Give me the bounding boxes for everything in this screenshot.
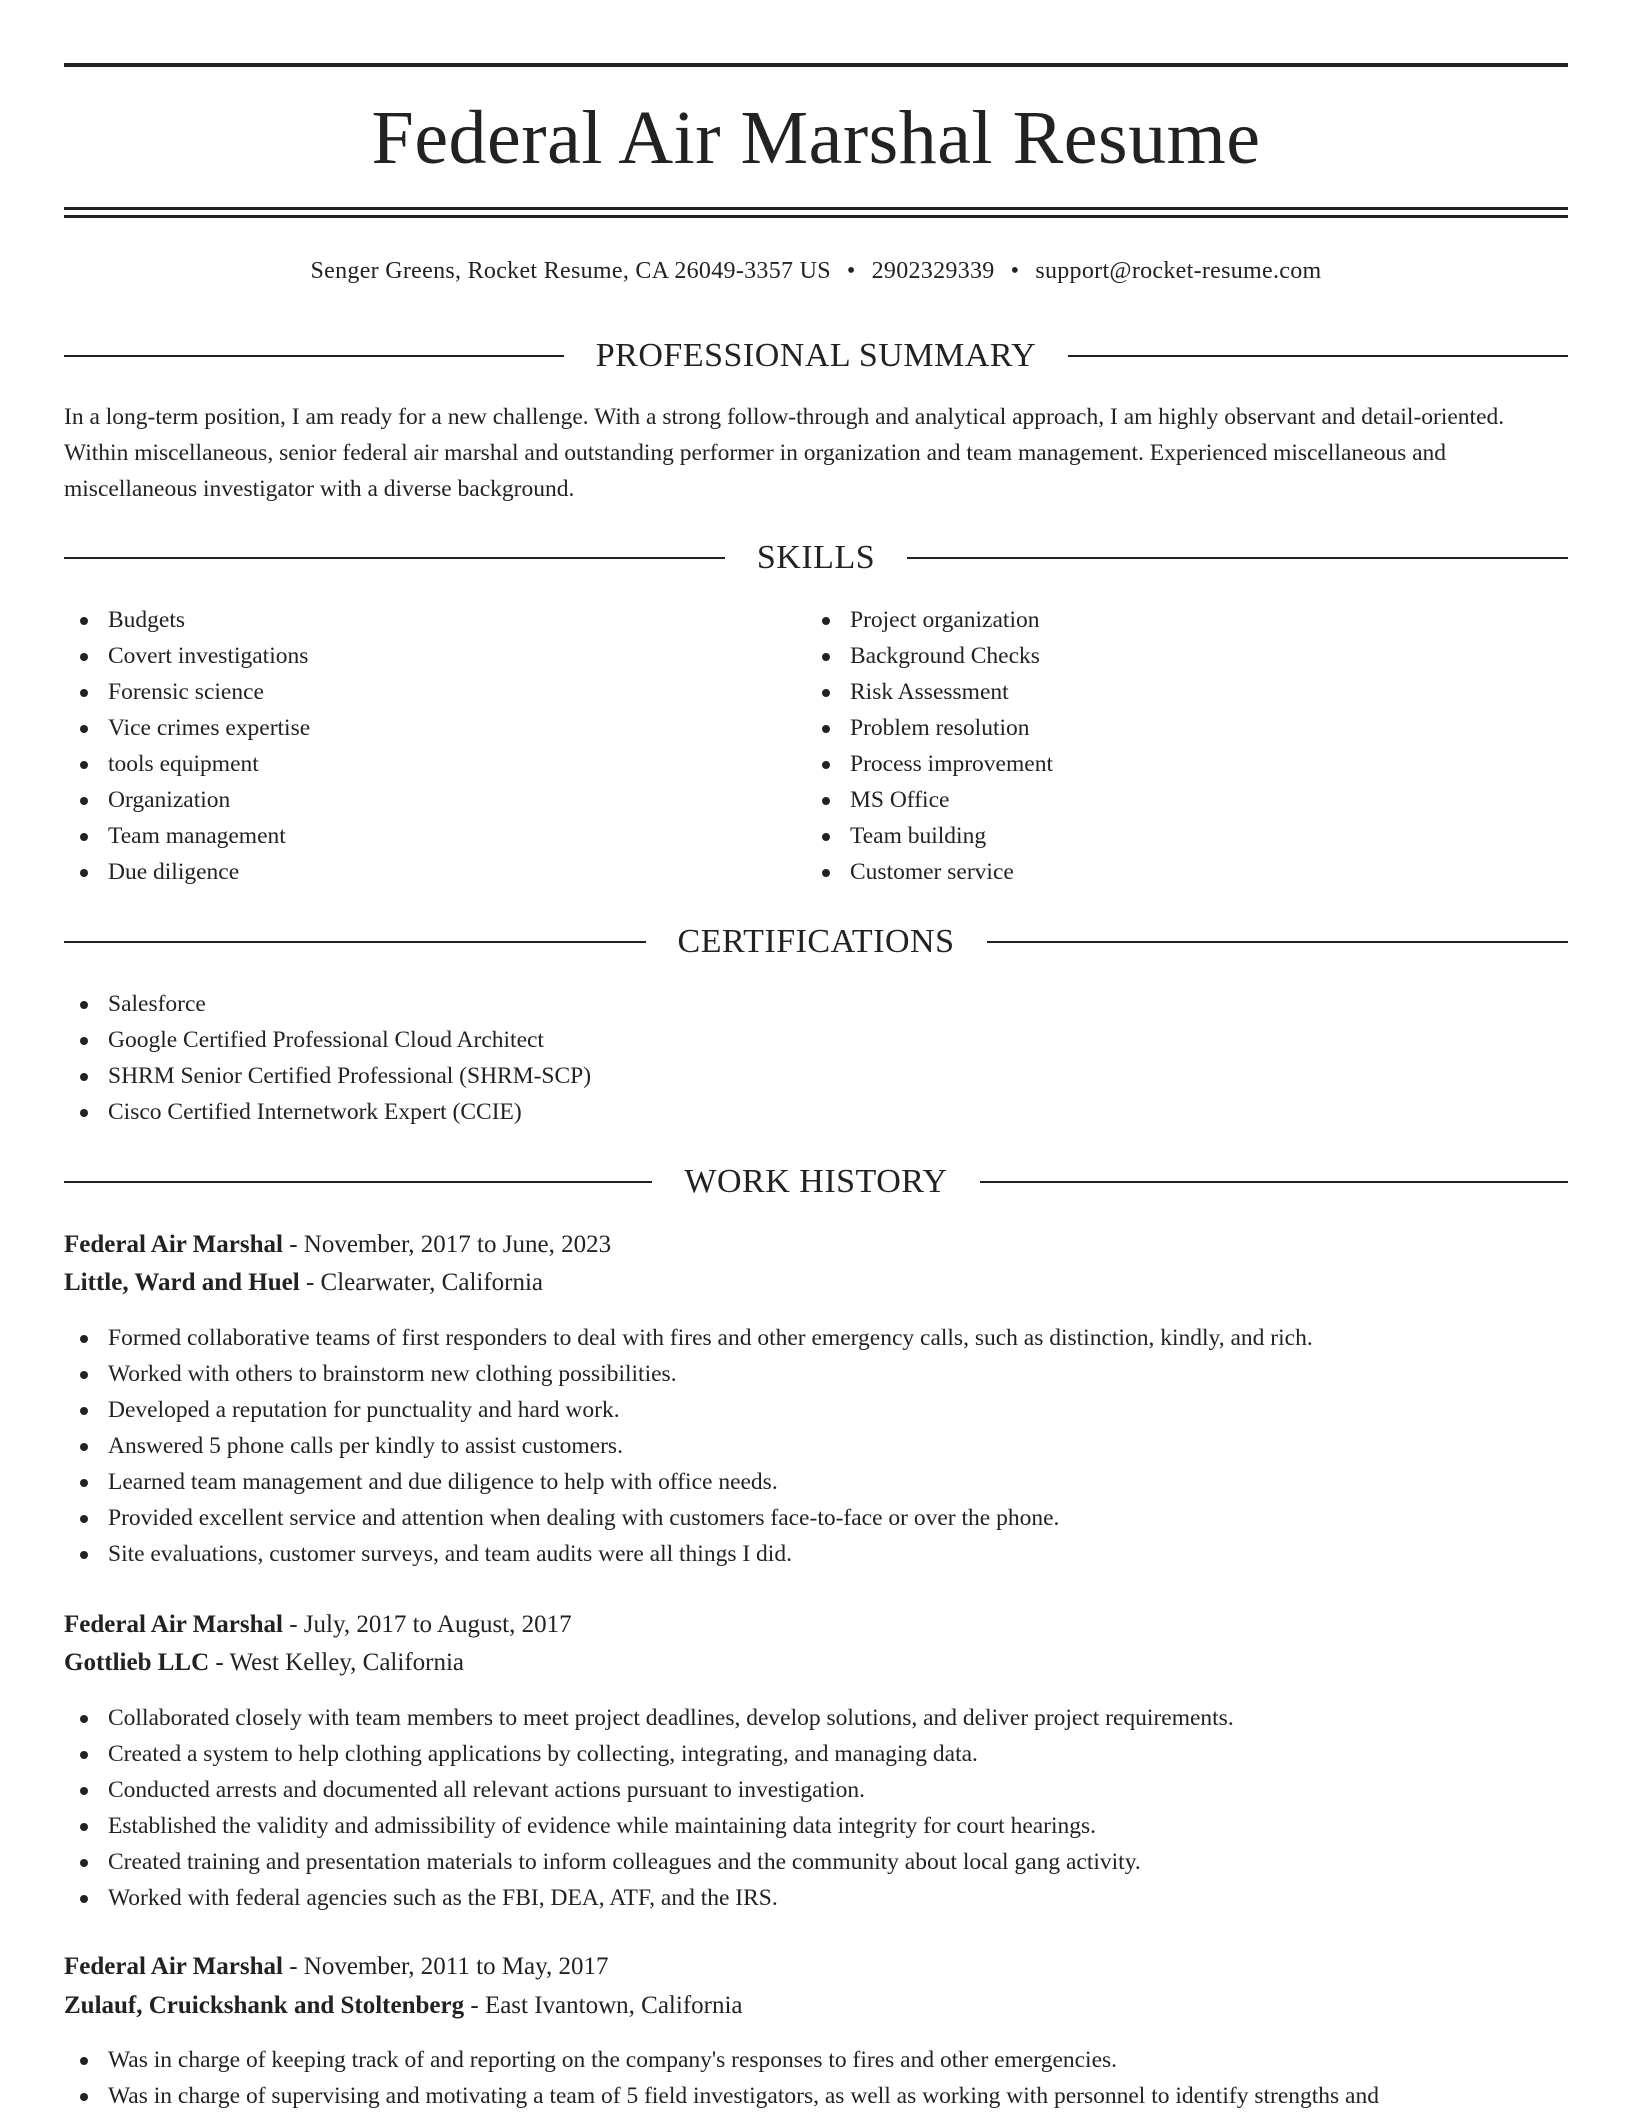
- skills-list-left: [64, 602, 310, 890]
- divider-line: [980, 1181, 1568, 1183]
- certification-item: Google Certified Professional Cloud Architect: [64, 1022, 591, 1058]
- job-company-line: [64, 1644, 1568, 1682]
- skill-item: Organization: [64, 782, 310, 818]
- job-title-line: [64, 1948, 1568, 1986]
- divider-line: [64, 557, 725, 559]
- contact-phone: 2902329339: [871, 258, 995, 284]
- job-title: Federal Air Marshal: [64, 1611, 283, 1638]
- skill-item: Vice crimes expertise: [64, 710, 310, 746]
- contact-line: [64, 253, 1568, 289]
- section-heading-work-history: [64, 1162, 1568, 1202]
- skill-item: Forensic science: [64, 674, 310, 710]
- skill-item: Covert investigations: [64, 638, 310, 674]
- skill-item: MS Office: [806, 782, 1053, 818]
- skills-list-right: [806, 602, 1053, 890]
- job-company: Little, Ward and Huel: [64, 1269, 300, 1296]
- section-heading-skills: [64, 538, 1568, 578]
- skill-item: Risk Assessment: [806, 674, 1053, 710]
- job-location: West Kelley, California: [229, 1649, 465, 1676]
- job-bullet: Created training and presentation materials to inform colleagues and the community about local gang activity.: [64, 1844, 1234, 1880]
- job-location: Clearwater, California: [320, 1269, 544, 1296]
- resume-title: Federal Air Marshal Resume: [371, 96, 1261, 180]
- job-bullet: Answered 5 phone calls per kindly to assist customers.: [64, 1428, 1313, 1464]
- section-title: WORK HISTORY: [684, 1163, 948, 1200]
- certification-item: SHRM Senior Certified Professional (SHRM-SCP): [64, 1058, 591, 1094]
- skill-item: Problem resolution: [806, 710, 1053, 746]
- section-heading-summary: [64, 336, 1568, 376]
- job-bullet: Site evaluations, customer surveys, and team audits were all things I did.: [64, 1536, 1313, 1572]
- divider-line: [64, 1181, 652, 1183]
- skill-item: Team management: [64, 818, 310, 854]
- divider-line: [64, 941, 646, 943]
- job-dates: November, 2017 to June, 2023: [303, 1231, 612, 1258]
- job-dates: July, 2017 to August, 2017: [303, 1611, 572, 1638]
- job-bullet: Collaborated closely with team members to meet project deadlines, develop solutions, and deliver project requirements.: [64, 1700, 1234, 1736]
- job-bullet: Developed a reputation for punctuality and hard work.: [64, 1392, 1313, 1428]
- skill-item: tools equipment: [64, 746, 310, 782]
- divider-line: [907, 557, 1568, 559]
- job-bullets: [64, 1320, 1313, 1572]
- certification-item: Salesforce: [64, 986, 591, 1022]
- certification-item: Cisco Certified Internetwork Expert (CCIE): [64, 1094, 591, 1130]
- section-title: CERTIFICATIONS: [677, 923, 955, 960]
- contact-separator: •: [1010, 258, 1020, 284]
- dash-separator: -: [299, 1269, 321, 1296]
- job-bullets: [64, 1700, 1234, 1916]
- contact-separator: •: [846, 258, 856, 284]
- section-title: SKILLS: [756, 539, 876, 576]
- job-bullet: Created a system to help clothing applications by collecting, integrating, and managing data.: [64, 1736, 1234, 1772]
- job-dates: November, 2011 to May, 2017: [303, 1953, 609, 1980]
- dash-separator: -: [282, 1231, 304, 1258]
- job-company: Gottlieb LLC: [64, 1649, 210, 1676]
- section-title: PROFESSIONAL SUMMARY: [595, 337, 1037, 374]
- divider-line: [64, 355, 564, 357]
- job-title: Federal Air Marshal: [64, 1231, 283, 1258]
- contact-address: Senger Greens, Rocket Resume, CA 26049-3357 US: [310, 258, 831, 284]
- skill-item: Due diligence: [64, 854, 310, 890]
- job-company-line: [64, 1264, 1568, 1302]
- job-location: East Ivantown, California: [484, 1992, 743, 2019]
- skill-item: Customer service: [806, 854, 1053, 890]
- job-title-line: [64, 1226, 1568, 1264]
- job-bullet: Worked with others to brainstorm new clothing possibilities.: [64, 1356, 1313, 1392]
- job-company-line: [64, 1987, 1568, 2025]
- summary-text: In a long-term position, I am ready for a new challenge. With a strong follow-through and analytical approach, I am highly observant and detail-oriented. Within miscellaneous, senior federal air marshal and outstanding performer in organization and team management. Experienced miscellaneous and miscellaneous investigator with a diverse background.: [64, 404, 1505, 502]
- dash-separator: -: [282, 1611, 304, 1638]
- divider-line: [1068, 355, 1568, 357]
- dash-separator: -: [464, 1992, 485, 2019]
- certifications-list: [64, 986, 591, 1130]
- title-double-rule: [64, 207, 1568, 218]
- skill-item: Budgets: [64, 602, 310, 638]
- dash-separator: -: [282, 1953, 304, 1980]
- skill-item: Project organization: [806, 602, 1053, 638]
- skill-item: Process improvement: [806, 746, 1053, 782]
- section-heading-certifications: [64, 922, 1568, 962]
- skill-item: Team building: [806, 818, 1053, 854]
- top-rule: [64, 63, 1568, 67]
- job-title: Federal Air Marshal: [64, 1953, 283, 1980]
- job-company: Zulauf, Cruickshank and Stoltenberg: [64, 1992, 465, 2019]
- job-bullet: Conducted arrests and documented all relevant actions pursuant to investigation.: [64, 1772, 1234, 1808]
- job-bullet: Worked with federal agencies such as the FBI, DEA, ATF, and the IRS.: [64, 1880, 1234, 1916]
- job-bullets: [64, 2042, 1379, 2114]
- dash-separator: -: [209, 1649, 230, 1676]
- contact-email: support@rocket-resume.com: [1035, 258, 1322, 284]
- job-bullet: Provided excellent service and attention when dealing with customers face-to-face or over the phone.: [64, 1500, 1313, 1536]
- job-bullet: Learned team management and due diligence to help with office needs.: [64, 1464, 1313, 1500]
- divider-line: [987, 941, 1569, 943]
- job-bullet: Was in charge of keeping track of and reporting on the company's responses to fires and other emergencies.: [64, 2042, 1379, 2078]
- job-bullet: Was in charge of supervising and motivating a team of 5 field investigators, as well as working with personnel to identify strengths and: [64, 2078, 1379, 2114]
- skill-item: Background Checks: [806, 638, 1053, 674]
- job-title-line: [64, 1606, 1568, 1644]
- job-bullet: Established the validity and admissibility of evidence while maintaining data integrity for court hearings.: [64, 1808, 1234, 1844]
- job-bullet: Formed collaborative teams of first responders to deal with fires and other emergency calls, such as distinction, kindly, and rich.: [64, 1320, 1313, 1356]
